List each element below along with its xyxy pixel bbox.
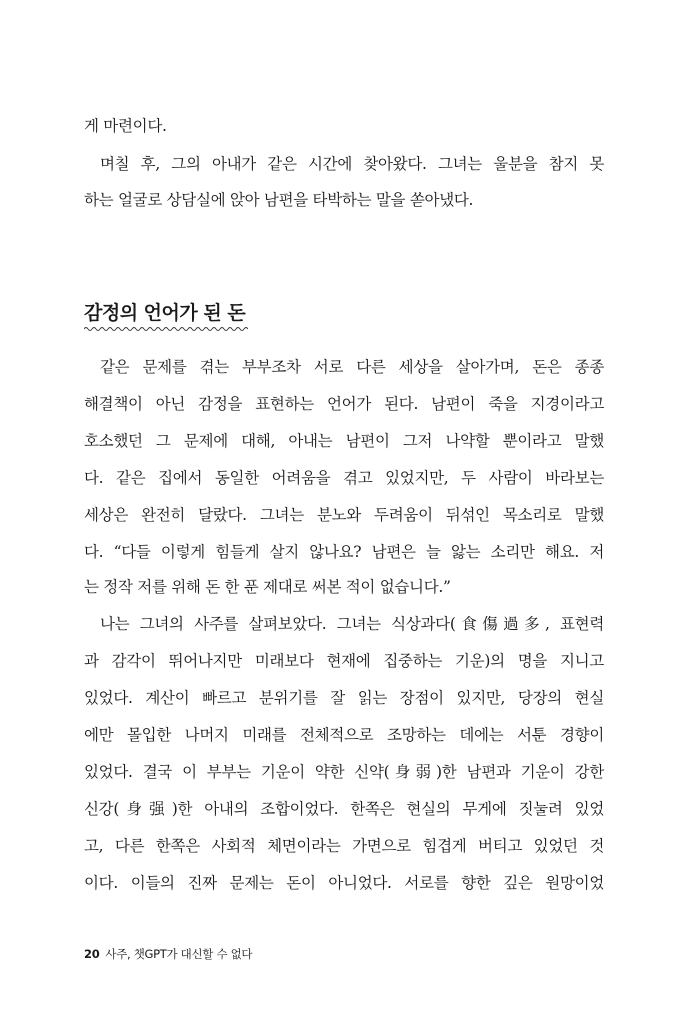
body-text-line: 과 감각이 뛰어나지만 미래보다 현재에 집중하는 기운)의 명을 지니고 bbox=[84, 652, 604, 670]
running-title: 사주, 챗GPT가 대신할 수 없다 bbox=[105, 947, 253, 961]
body-text-line: 하는 얼굴로 상담실에 앉아 남편을 타박하는 말을 쏟아냈다. bbox=[84, 191, 474, 209]
body-text-line: 이다. 이들의 진짜 문제는 돈이 아니었다. 서로를 향한 깊은 원망이었 bbox=[84, 874, 604, 892]
body-text-line: 고, 다른 한쪽은 사회적 체면이라는 가면으로 힘겹게 버티고 있었던 것 bbox=[84, 837, 604, 855]
body-text-line: 호소했던 그 문제에 대해, 아내는 남편이 그저 나약할 뿐이라고 말했 bbox=[84, 432, 604, 450]
body-text-line: 같은 문제를 겪는 부부조차 서로 다른 세상을 살아가며, 돈은 종종 bbox=[100, 358, 604, 376]
section-heading: 감정의 언어가 된 돈 bbox=[84, 302, 246, 324]
page-footer bbox=[84, 946, 252, 962]
body-text-line: 세상은 완전히 달랐다. 그녀는 분노와 두려움이 뒤섞인 목소리로 말했 bbox=[84, 506, 604, 524]
body-text-line: 나는 그녀의 사주를 살펴보았다. 그녀는 식상과다(食傷過多, 표현력 bbox=[100, 615, 604, 633]
body-text-line: 해결책이 아닌 감정을 표현하는 언어가 된다. 남편이 죽을 지경이라고 bbox=[84, 395, 604, 413]
body-text-line: 신강(身强)한 아내의 조합이었다. 한쪽은 현실의 무게에 짓눌려 있었 bbox=[84, 800, 604, 818]
body-text-line: 다. 같은 집에서 동일한 어려움을 겪고 있었지만, 두 사람이 바라보는 bbox=[84, 469, 604, 487]
body-text-line: 게 마련이다. bbox=[84, 117, 167, 135]
body-text-line: 있었다. 계산이 빠르고 분위기를 잘 읽는 장점이 있지만, 당장의 현실 bbox=[84, 689, 604, 707]
body-text-line: 있었다. 결국 이 부부는 기운이 약한 신약(身弱)한 남편과 기운이 강한 bbox=[84, 763, 604, 781]
body-text-line: 며칠 후, 그의 아내가 같은 시간에 찾아왔다. 그녀는 울분을 참지 못 bbox=[100, 155, 604, 173]
wavy-underline bbox=[84, 326, 248, 332]
page-number: 20 bbox=[84, 947, 100, 961]
body-text-line: 에만 몰입한 나머지 미래를 전체적으로 조망하는 데에는 서툰 경향이 bbox=[84, 726, 604, 744]
body-text-line: 다. “다들 이렇게 힘들게 살지 않나요? 남편은 늘 앓는 소리만 해요. 저 bbox=[84, 543, 604, 561]
body-text-line: 는 정작 저를 위해 돈 한 푼 제대로 써본 적이 없습니다.” bbox=[84, 578, 451, 596]
